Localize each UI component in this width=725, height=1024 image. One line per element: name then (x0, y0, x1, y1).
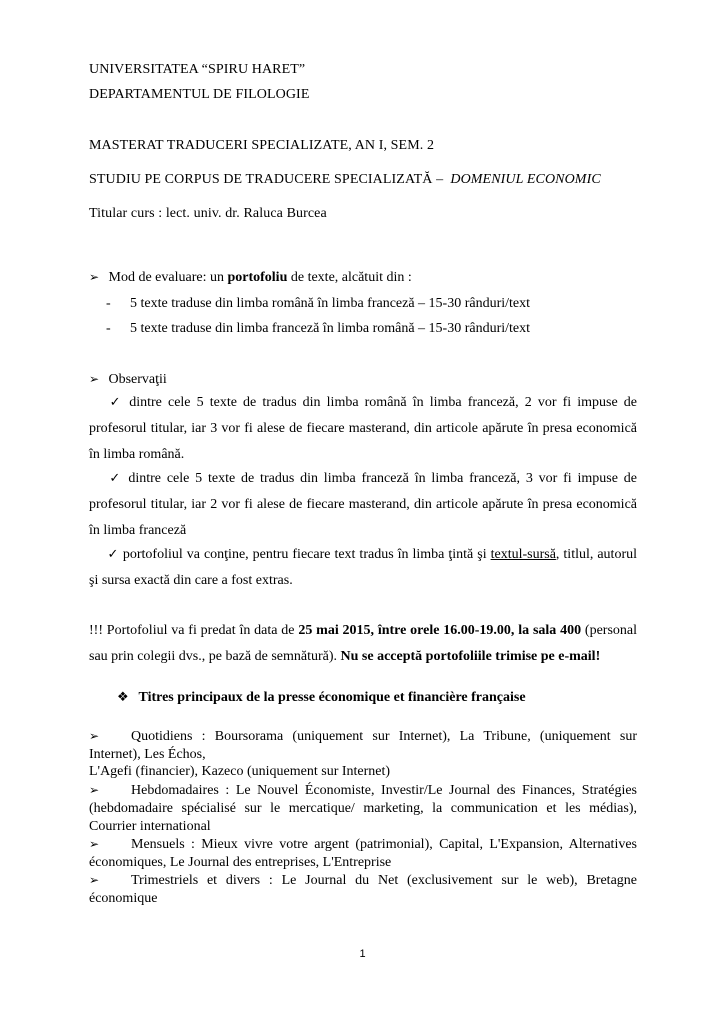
mensuels-text: Mensuels : Mieux vivre votre argent (patrimonial), Capital, L'Expansion, Alternatives économiques, Le Journal des entreprises, L'Entreprise (89, 837, 637, 870)
university-name: UNIVERSITATEA “SPIRU HARET” (89, 62, 306, 77)
deadline-warning: Nu se acceptă portofoliile trimise pe e-mail! (340, 649, 601, 664)
evaluation-item-text: 5 texte traduse din limba română în limba franceză – 15-30 rânduri/text (130, 296, 531, 311)
evaluation-item (106, 321, 530, 337)
observation-2-text: dintre cele 5 texte de tradus din limba franceză în limba franceză, 3 vor fi impuse de profesorul titular, iar 2 vor fi alese de fiecare masterand, din articole apărute în presa economică în limba franceză (89, 471, 637, 538)
course-title (89, 172, 601, 188)
observation-3-text-a: portofoliul va conţine, pentru fiecare text tradus în limba ţintă şi (122, 547, 491, 562)
trimestriels-text: Trimestriels et divers : Le Journal du Net (exclusivement sur le web), Bretagne économique (89, 873, 637, 906)
press-heading (117, 690, 526, 706)
observations-title: Observaţii (108, 372, 167, 387)
checkmark-icon: ✓ (107, 471, 123, 486)
course-domain: DOMENIUL ECONOMIC (450, 172, 601, 187)
checkmark-icon: ✓ (107, 395, 124, 410)
evaluation-prefix: Mod de evaluare: un (108, 270, 228, 285)
course-holder: Titular curs : lect. univ. dr. Raluca Burcea (89, 206, 327, 221)
press-quotidiens-cont: L'Agefi (financier), Kazeco (uniquement sur Internet) (89, 764, 391, 779)
observation-1 (89, 390, 637, 468)
arrow-bullet-icon: ➢ (89, 837, 100, 851)
source-text-underlined: textul-sursă (490, 547, 556, 562)
press-mensuels (89, 835, 637, 872)
deadline-date: 25 mai 2015, între orele 16.00-19.00, la sala 400 (298, 623, 582, 638)
observation-1-text: dintre cele 5 texte de tradus din limba română în limba franceză, 2 vor fi impuse de profesorul titular, iar 3 vor fi alese de fiecare masterand, din articole apărute în presa economică în limba română. (89, 395, 637, 462)
course-title-prefix: STUDIU PE CORPUS DE TRADUCERE SPECIALIZATĂ – (89, 172, 444, 187)
department-name: DEPARTAMENTUL DE FILOLOGIE (89, 87, 310, 102)
evaluation-bold: portofoliu (227, 270, 288, 285)
diamond-bullet-icon: ❖ (117, 690, 129, 705)
arrow-bullet-icon: ➢ (89, 783, 100, 797)
evaluation-suffix: de texte, alcătuit din : (287, 270, 412, 285)
observations-heading (89, 372, 167, 388)
arrow-bullet-icon: ➢ (89, 873, 100, 887)
quotidiens-text: Quotidiens : Boursorama (uniquement sur Internet), La Tribune, (uniquement sur Internet), Les Échos, (89, 729, 637, 762)
page-number: 1 (359, 948, 366, 960)
observation-3-text-b: , titlul, autorul şi sursa exactă din care a fost extras. (89, 547, 638, 588)
dash-bullet: - (106, 321, 111, 336)
deadline-notice (89, 618, 637, 670)
hebdomadaires-text: Hebdomadaires : Le Nouvel Économiste, Investir/Le Journal des Finances, Stratégies (hebdomadaire spécialisé sur le mercatique/ marketing, la communication et les médias), Courrier international (89, 783, 637, 834)
checkmark-icon: ✓ (107, 547, 119, 562)
press-trimestriels (89, 871, 637, 908)
observation-2 (89, 466, 637, 544)
evaluation-line (89, 270, 412, 286)
evaluation-item (106, 296, 530, 312)
press-hebdomadaires (89, 781, 637, 836)
arrow-bullet-icon: ➢ (89, 270, 100, 284)
arrow-bullet-icon: ➢ (89, 372, 100, 386)
press-quotidiens (89, 727, 637, 764)
evaluation-item-text: 5 texte traduse din limba franceză în limba română – 15-30 rânduri/text (130, 321, 531, 336)
deadline-text-1: !!! Portofoliul va fi predat în data de (89, 623, 299, 638)
arrow-bullet-icon: ➢ (89, 729, 100, 743)
deadline-text-2: (personal sau prin colegii dvs., pe bază de semnătură). (89, 623, 637, 664)
observation-3 (89, 542, 637, 594)
program-title: MASTERAT TRADUCERI SPECIALIZATE, AN I, SEM. 2 (89, 138, 435, 153)
press-title: Titres principaux de la presse économique et financière française (138, 690, 526, 705)
dash-bullet: - (106, 296, 111, 311)
